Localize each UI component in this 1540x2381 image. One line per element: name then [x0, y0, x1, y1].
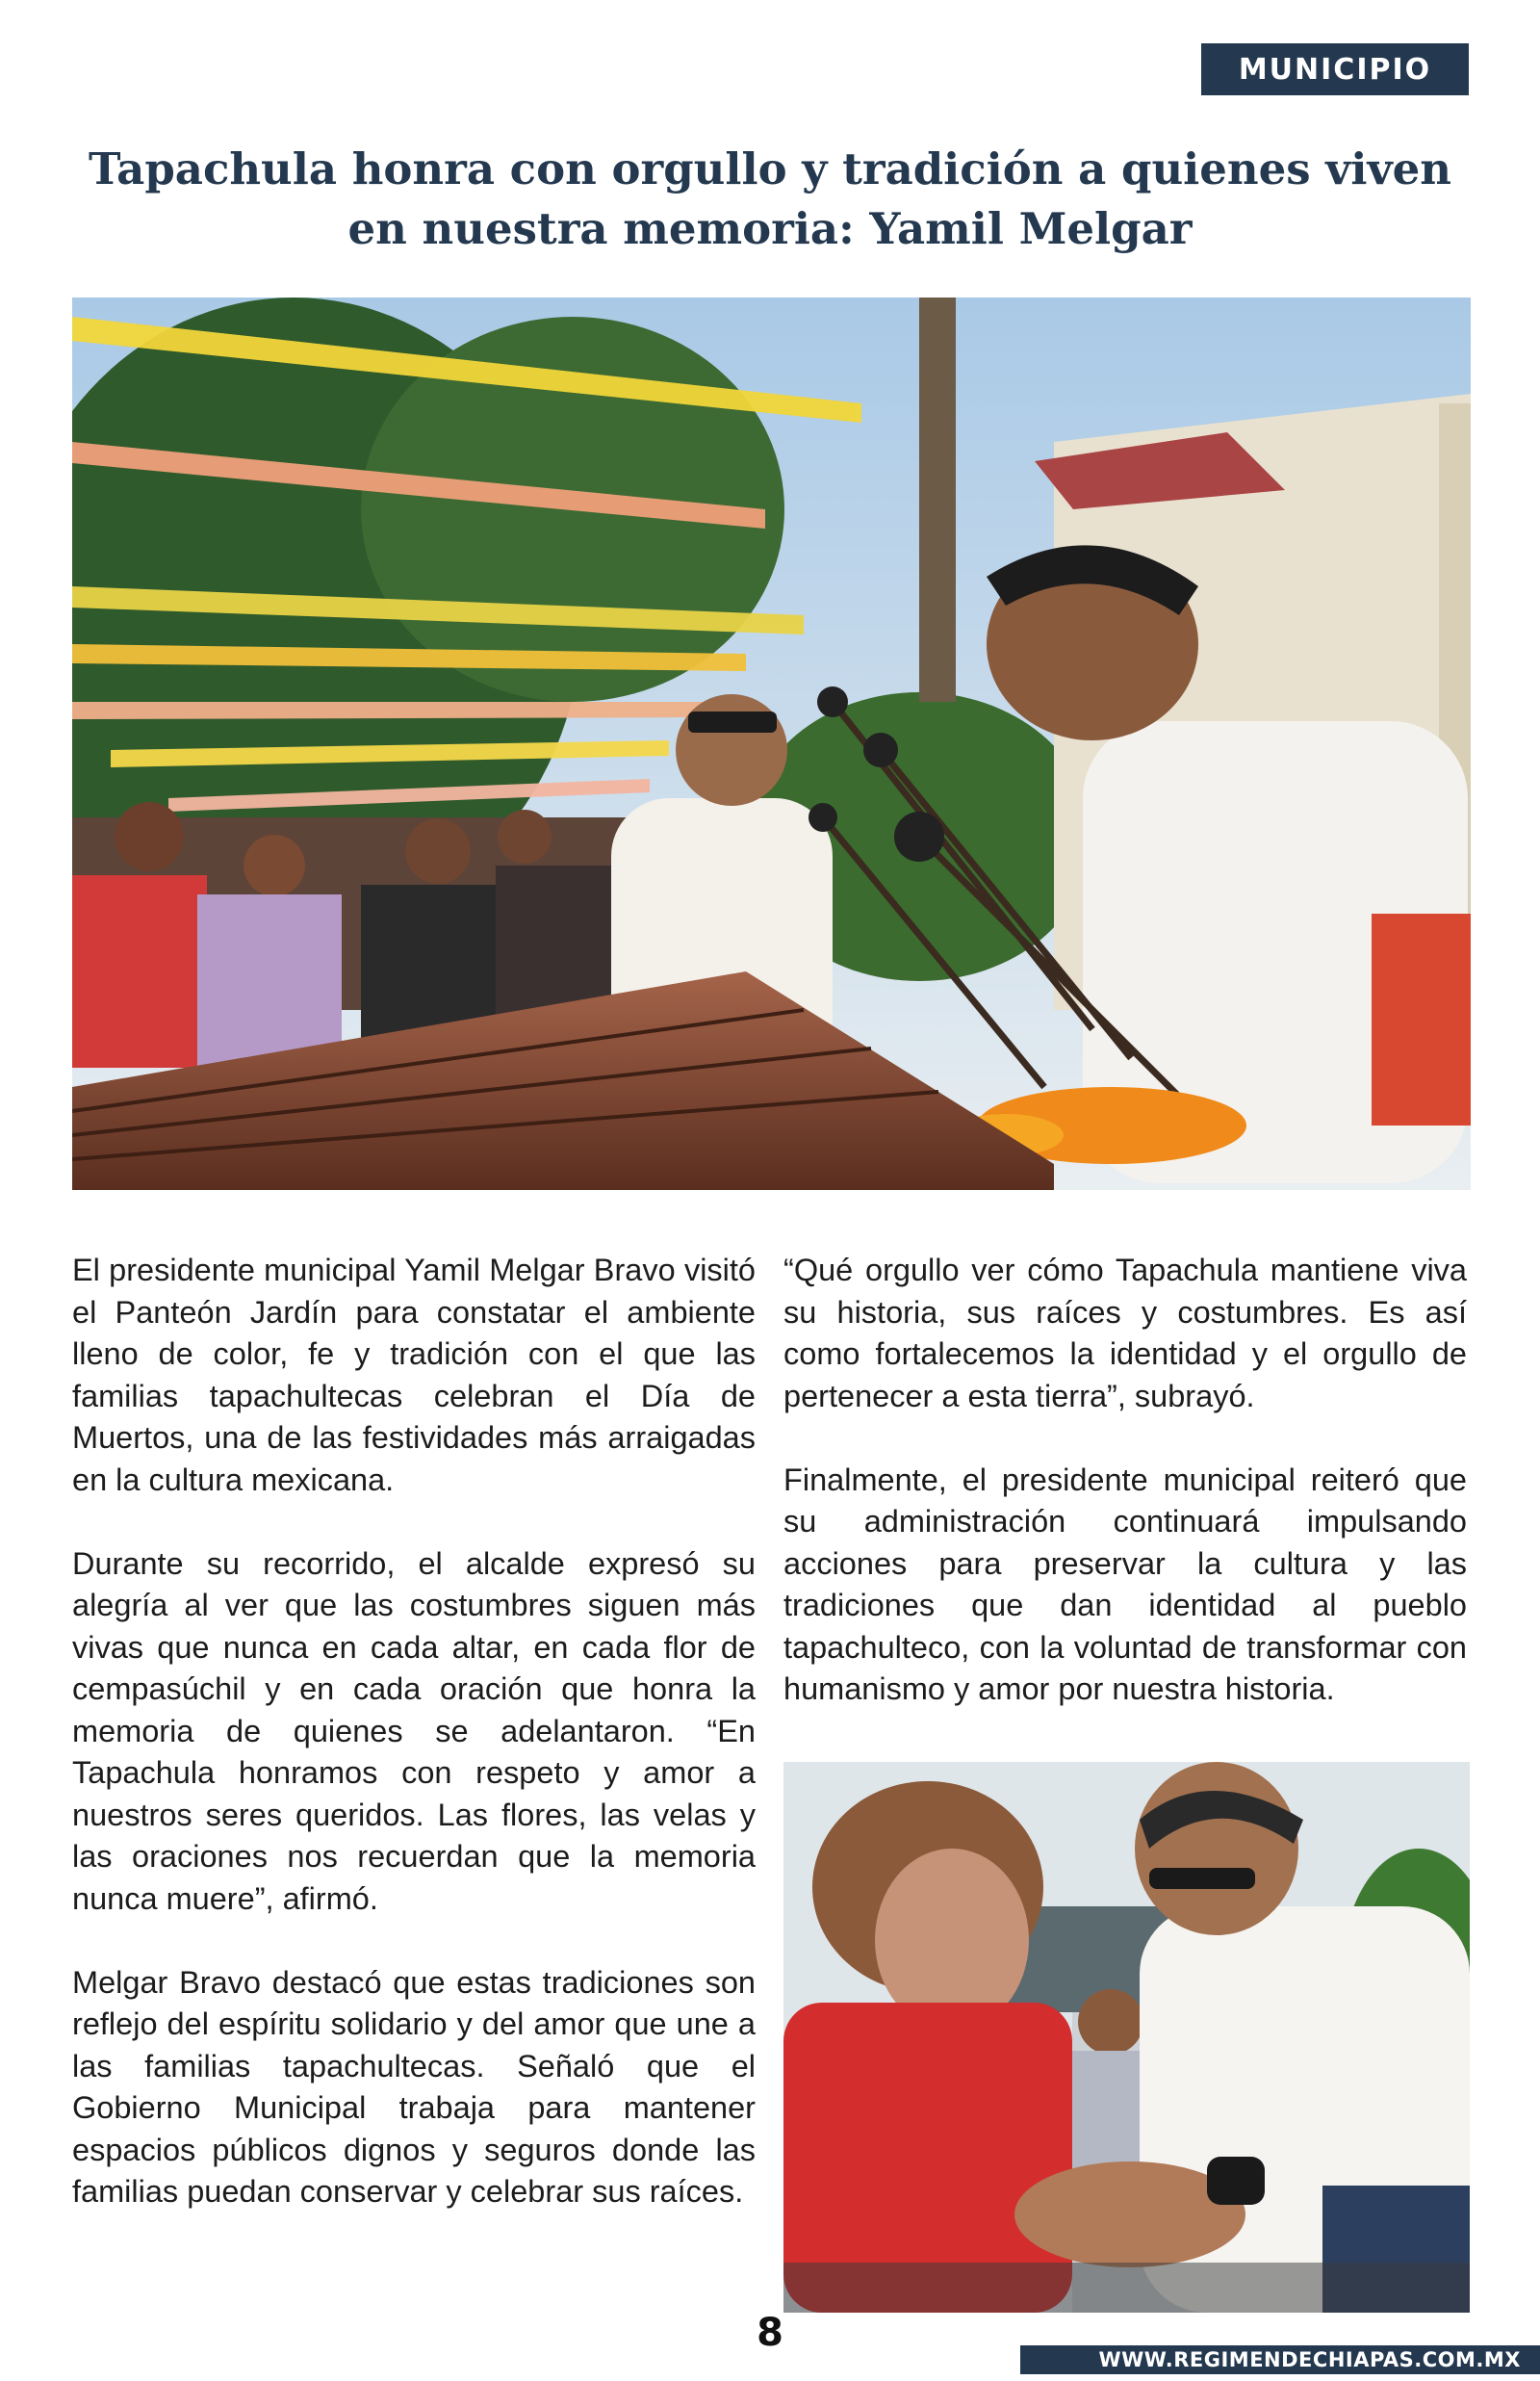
paragraph: Durante su recorrido, el alcalde expresó su alegría al ver que las costumbres siguen más vivas que nunca en cada altar, en cada flor de cempasúchil y en cada oración que honra la memoria de quienes se adelantaron. “En Tapachula honramos con respeto y amor a nuestros seres queridos. Las flores, las velas y las oraciones nos recuerdan que la memoria nunca muere”, afirmó. — [72, 1545, 756, 1916]
article-body-right-column — [783, 1250, 1467, 1752]
website-url[interactable]: WWW.REGIMENDECHIAPAS.COM.MX — [1098, 2348, 1521, 2371]
paragraph: El presidente municipal Yamil Melgar Bravo visitó el Panteón Jardín para constatar el ambiente lleno de color, fe y tradición con el que las familias tapachultecas celebran el Día de Muertos, una de las festividades más arraigadas en la cultura mexicana. — [72, 1253, 756, 1497]
website-footer — [1020, 2345, 1540, 2374]
main-photo — [72, 298, 1471, 1190]
article-title: Tapachula honra con orgullo y tradición a quienes viven en nuestra memoria: Yamil Melgar — [88, 143, 1451, 254]
section-tag: MUNICIPIO — [1201, 43, 1469, 95]
paragraph: Finalmente, el presidente municipal reiteró que su administración continuará impulsando acciones para preservar la cultura y las tradiciones que dan identidad al pueblo tapachulteco, con la voluntad de transformar con humanismo y amor por nuestra historia. — [783, 1462, 1467, 1706]
article-body-left-column — [72, 1250, 756, 2255]
paragraph: Melgar Bravo destacó que estas tradiciones son reflejo del espíritu solidario y del amor que une a las familias tapachultecas. Señaló que el Gobierno Municipal trabaja para mantener espacios públicos dignos y seguros donde las familias puedan conservar y celebrar sus raíces. — [72, 1964, 756, 2209]
page-number: 8 — [757, 2311, 783, 2355]
secondary-photo — [783, 1762, 1470, 2313]
paragraph: “Qué orgullo ver cómo Tapachula mantiene viva su historia, sus raíces y costumbres. Es así como fortalecemos la identidad y el orgullo de pertenecer a esta tierra”, subrayó. — [783, 1253, 1467, 1413]
